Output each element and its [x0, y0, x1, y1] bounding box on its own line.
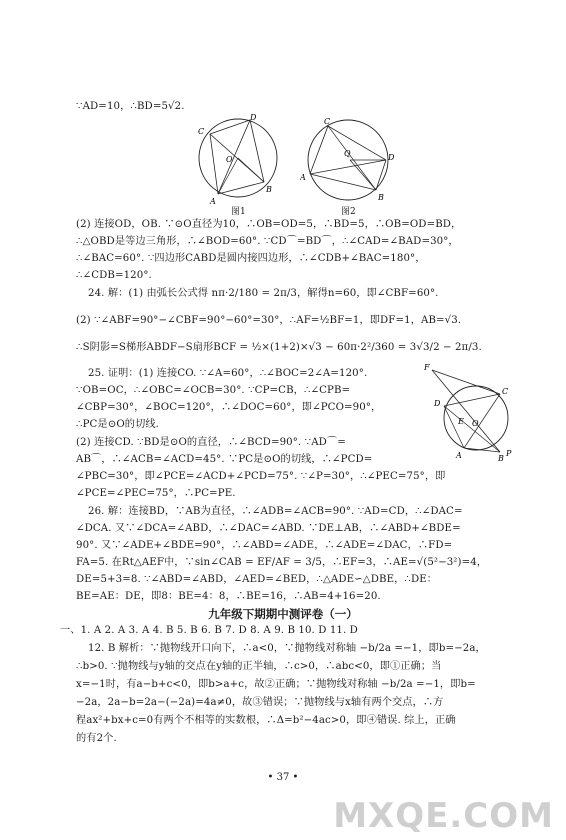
fig3-label-a: A: [456, 451, 462, 460]
text-line-10: ∵OB=OC，∴∠OBC=∠OCB=30°. ∵CP=CB，∴∠CPB=: [76, 385, 351, 396]
fig2-label-b: B: [378, 193, 384, 202]
text-line-2: (2) 连接OD，OB. ∵⊙O直径为10，∴OB=OD=5，∴BD=5，∴OB=OD=BD，: [76, 219, 462, 230]
figure-2-caption: 图2: [341, 207, 356, 217]
text-line-26: x=−1时，有a−b+c<0，即b>a+c，故②正确；∵抛物线对称轴 −b/2a =−1，即b=: [76, 679, 476, 690]
fig2-label-c: C: [324, 117, 331, 126]
text-line-9: 25. 证明：(1) 连接CO. ∵∠A=60°，∴∠BOC=2∠A=120°.: [88, 368, 368, 379]
text-line-17: 26. 解：连接BD，∵AB为直径，∴∠ADB=∠ACB=90°. ∵AD=CD，∴∠DAC=: [88, 506, 463, 517]
text-line-29: 的有2个.: [76, 733, 117, 744]
fig2-label-d: D: [388, 153, 395, 162]
text-line-8: ∴S阴影=S梯形ABDF−S扇形BCF = ½×(1+2)×√3 − 60π·2²/360 = 3√3/2 − 2π/3.: [76, 342, 482, 353]
text-line-5: ∴∠CDB=120°.: [76, 270, 152, 281]
fig3-label-c: C: [502, 387, 509, 396]
text-line-20: FA=5. 在Rt△AEF中，∵sin∠CAB = EF/AF = 3/5，∴EF=3，∴AE=√(5²−3²)=4，: [76, 557, 488, 568]
text-line-14: AB⌒，∴∠ACB=∠ACD=45°. ∵PC是⊙O的切线，∴∠PCD=: [76, 454, 373, 465]
fig3-label-b: B: [498, 454, 504, 462]
fig3-label-o: O: [472, 419, 479, 428]
text-line-13: (2) 连接CD. ∵BD是⊙O的直径，∴∠BCD=90°. ∵AD⌒=: [76, 437, 346, 448]
text-line-25: ∴b>0. ∵抛物线与y轴的交点在y轴的正半轴，∴c>0，∴abc<0，即①正确；当: [76, 661, 442, 672]
text-line-1: ∵AD=10，∴BD=5√2.: [76, 101, 185, 112]
figure-3: [424, 360, 516, 462]
figure-2: [300, 114, 395, 206]
text-line-18: ∠DCA. 又∵∠DCA=∠ABD，∴∠DAC=∠ABD. ∵DE⊥AB，∴∠ABD+∠BDE=: [76, 523, 461, 534]
text-line-28: 程ax²+bx+c=0有两个不相等的实数根，∴Δ=b²−4ac>0，即④错误. 综上，正确: [76, 715, 456, 726]
text-line-23: 一、1. A 2. A 3. A 4. B 5. B 6. B 7. D 8. A 9. B 10. D 11. D: [60, 625, 358, 636]
fig3-label-p: P: [506, 449, 512, 458]
text-line-19: 90°. 又∵∠ADE+∠BDE=90°，∴∠ABD=∠ADE，∴∠ADE=∠DAC，∴FD=: [76, 540, 453, 551]
text-line-4: ∴∠BAC=60°. ∵四边形CABD是圆内接四边形，∴∠CDB+∠BAC=180°，: [76, 253, 426, 264]
text-line-27: −2a，2a−b=2a−(−2a)=4a≠0，故③错误；∵抛物线与x轴有两个交点，∴方: [76, 697, 444, 708]
watermark-logo: MXQE.COM: [333, 796, 554, 836]
text-line-3: ∴△OBD是等边三角形，∴∠BOD=60°. ∵CD⌒=BD⌒，∴∠CAD=∠BAD=30°，: [76, 236, 459, 247]
fig1-label-d: D: [250, 114, 257, 122]
fig1-label-a: A: [210, 197, 216, 206]
text-line-24: 12. B 解析：∵抛物线开口向下，∴a<0，∵抛物线对称轴 −b/2a =−1，即b=−2a，: [88, 643, 486, 654]
section-title: 九年级下期期中测评卷（一）: [208, 607, 358, 621]
page-number: • 37 •: [267, 772, 299, 783]
text-line-16: ∠PCE=∠PEC=75°，∴PC=PE.: [76, 488, 236, 499]
fig1-label-o: O: [226, 155, 233, 164]
text-line-15: ∠PBC=30°，即∠PCE=∠ACD+∠PCD=75°. ∵∠P=30°，∴∠PEC=75°，即: [76, 471, 446, 482]
fig2-label-a: A: [300, 173, 306, 182]
fig3-label-f: F: [424, 363, 430, 372]
fig1-label-c: C: [198, 127, 205, 136]
text-line-6: 24. 解：(1) 由弧长公式得 nπ·2/180 = 2π/3，解得n=60，即∠CBF=60°.: [88, 288, 439, 299]
text-line-7: (2) ∵∠ABF=90°−∠CBF=90°−60°=30°，∴AF=½BF=1，即DF=1，AB=√3.: [76, 315, 462, 326]
text-line-21: DE=5+3=8. ∵∠ABD=∠ABD，∠AED=∠BED，∴△ADE∽△DBE，∴DE：: [76, 574, 438, 585]
fig1-label-b: B: [266, 185, 272, 194]
text-line-11: ∠CBP=30°，∠BOC=120°，∴∠DOC=60°，即∠PCO=90°，: [76, 402, 382, 413]
fig3-label-e: E: [458, 417, 464, 426]
fig2-label-q: Q: [344, 149, 351, 158]
fig3-label-d: D: [434, 399, 441, 408]
text-line-12: ∴PC是⊙O的切线.: [76, 419, 160, 430]
figure-1-caption: 图1: [231, 207, 246, 217]
figure-1: [194, 114, 284, 206]
text-line-22: BE=AE：DE，即8：BE=4：8，∴BE=16，∴AB=4+16=20.: [76, 591, 381, 602]
